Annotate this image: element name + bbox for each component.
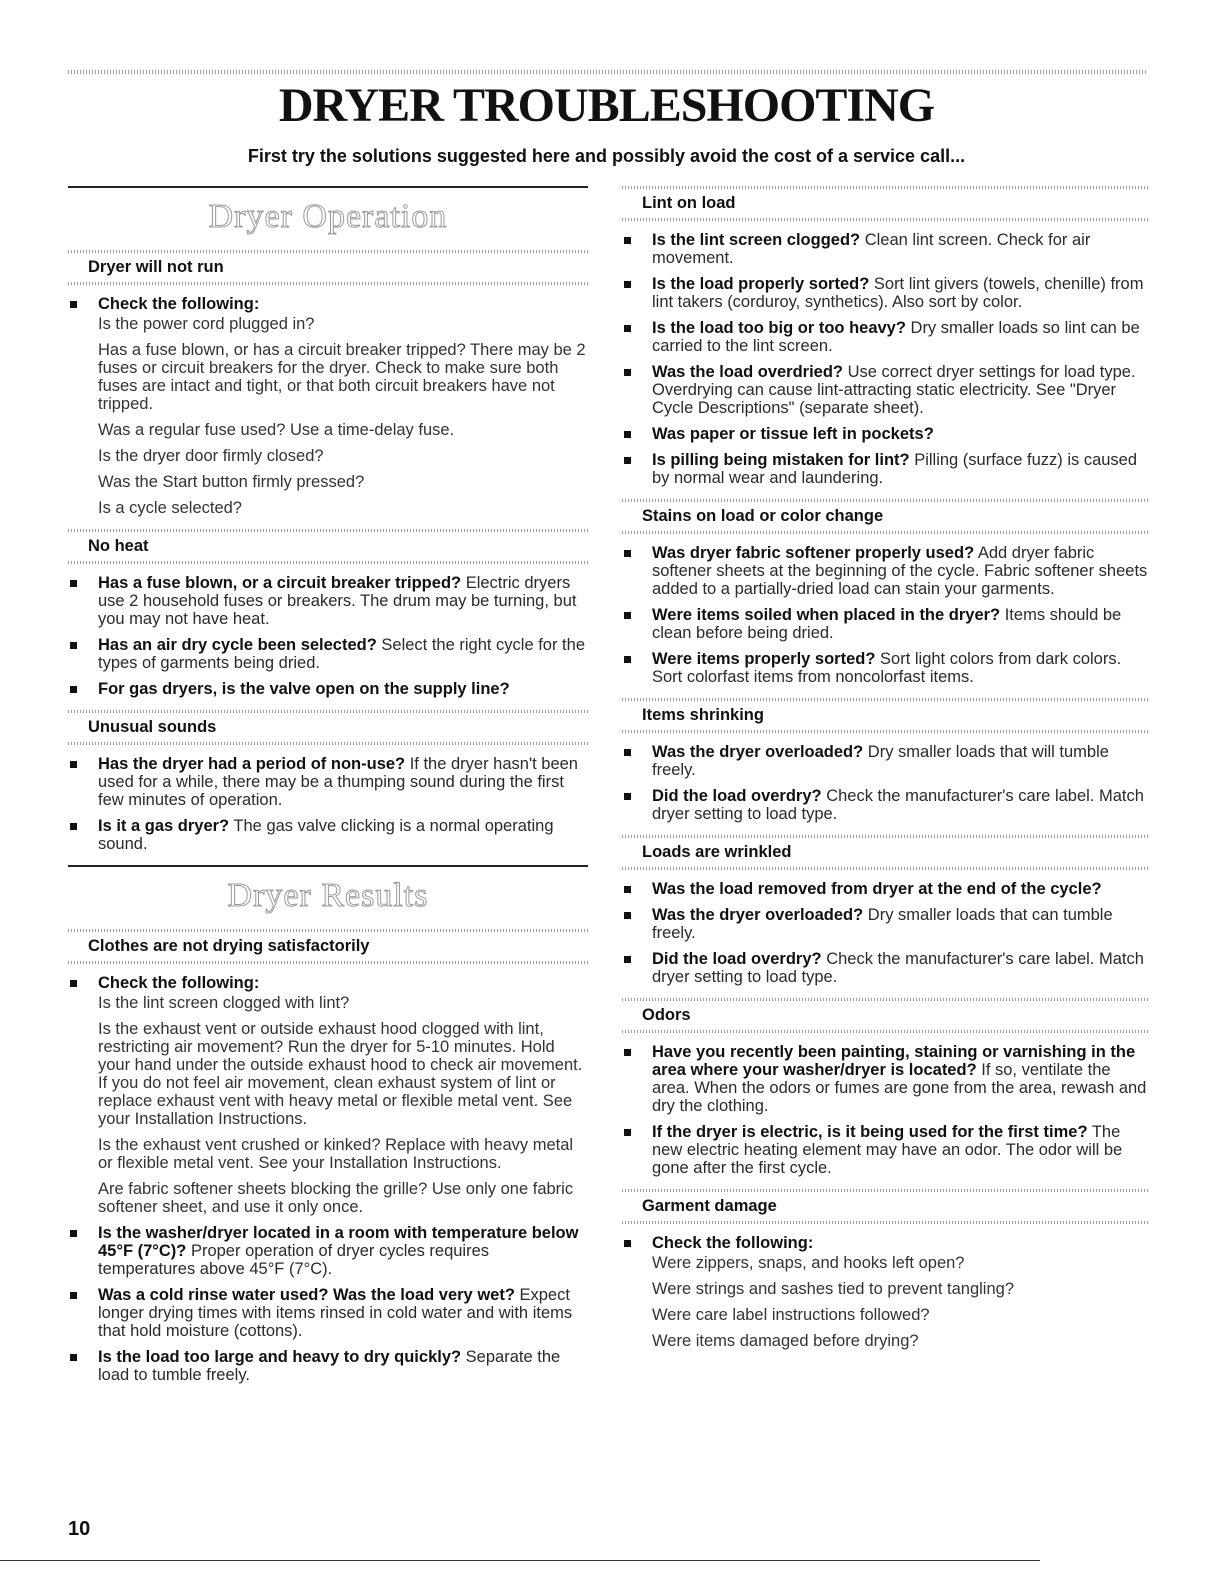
check-line: Is the lint screen clogged with lint?: [98, 994, 350, 1012]
bullet-lead: Was a cold rinse water used? Was the load very wet?: [98, 1286, 515, 1304]
page-title: DRYER TROUBLESHOOTING: [278, 79, 935, 132]
section-title-dryer-operation: Dryer Operation: [208, 198, 448, 235]
dotted-divider: [68, 742, 588, 745]
check-line: Were strings and sashes tied to prevent tangling?: [652, 1280, 1014, 1298]
dotted-divider: [68, 529, 588, 532]
bullet-item: [622, 1043, 1148, 1115]
problem-heading-dryer-will-not-run: Dryer will not run: [88, 258, 224, 276]
bullet-lead: Check the following:: [98, 974, 260, 992]
check-line: Were items damaged before drying?: [652, 1332, 919, 1350]
bullet-lead: If the dryer is electric, is it being used for the first time?: [652, 1123, 1088, 1141]
bullet-list: [622, 544, 1148, 686]
bullet-text: If the dryer hasn't been used for a while, there may be a thumping sound during the first few minutes of operation.: [98, 755, 578, 809]
bullet-item: [68, 636, 588, 672]
bullet-text: Proper operation of dryer cycles requires temperatures above 45°F (7°C).: [98, 1242, 490, 1278]
bullet-item: [68, 974, 588, 1216]
bullet-text: The gas valve clicking is a normal operating sound.: [98, 817, 554, 853]
bullet-text: Clean lint screen. Check for air movement.: [652, 231, 1091, 267]
bullet-text: Items should be clean before being dried.: [652, 606, 1122, 642]
bullet-item: [622, 425, 1148, 443]
bullet-text: Dry smaller loads so lint can be carried to the lint screen.: [652, 319, 1140, 355]
section-header-dryer-results: [68, 865, 588, 929]
bullet-lead: Was paper or tissue left in pockets?: [652, 425, 934, 443]
check-line: Has a fuse blown, or has a circuit breaker tripped? There may be 2 fuses or circuit breakers for the dryer. Check to make sure both fuses are intact and tight, or that both circuit breakers have not tripped.: [98, 341, 586, 413]
check-line: Is the power cord plugged in?: [98, 315, 315, 333]
problem-heading-unusual-sounds: Unusual sounds: [88, 718, 217, 736]
check-line: Were zippers, snaps, and hooks left open?: [652, 1254, 965, 1272]
bullet-item: [622, 275, 1148, 311]
bullet-list: [622, 1043, 1148, 1177]
bullet-item: [622, 231, 1148, 267]
bullet-lead: Were items properly sorted?: [652, 650, 876, 668]
dotted-divider: [68, 961, 588, 964]
bullet-lead: Did the load overdry?: [652, 787, 822, 805]
bullet-item: [68, 1224, 588, 1278]
problem-heading-no-heat: No heat: [88, 537, 149, 555]
left-column: [68, 186, 588, 1396]
bullet-text: Pilling (surface fuzz) is caused by normal wear and laundering.: [652, 451, 1138, 487]
bullet-text: Add dryer fabric softener sheets at the beginning of the cycle. Fabric softener sheets added to a partially-dried load can stain your garments.: [652, 544, 1148, 598]
dotted-divider: [68, 561, 588, 564]
bullet-lead: Is the load too big or too heavy?: [652, 319, 906, 337]
bullet-item: [68, 680, 588, 698]
bullet-item: [68, 295, 588, 517]
bullet-lead: Have you recently been painting, staining or varnishing in the area where your washer/dryer is located?: [652, 1043, 1136, 1079]
dotted-divider: [622, 1030, 1148, 1033]
check-line: Was a regular fuse used? Use a time-delay fuse.: [98, 421, 455, 439]
dotted-divider: [622, 998, 1148, 1001]
bullet-lead: Was the load overdried?: [652, 363, 844, 381]
bullet-lead: Was the dryer overloaded?: [652, 906, 864, 924]
bullet-lead: Check the following:: [98, 295, 260, 313]
bullet-list: [622, 1234, 1148, 1350]
bullet-lead: Is the washer/dryer located in a room with temperature below 45°F (7°C)?: [98, 1224, 579, 1260]
bullet-list: [68, 574, 588, 698]
problem-heading-loads-wrinkled: Loads are wrinkled: [642, 843, 792, 861]
check-line: Was the Start button firmly pressed?: [98, 473, 365, 491]
bullet-text: The new electric heating element may have an odor. The odor will be gone after the first cycle.: [652, 1123, 1123, 1177]
bullet-item: [622, 880, 1148, 898]
bullet-item: [622, 906, 1148, 942]
dotted-divider: [622, 867, 1148, 870]
bullet-text: Expect longer drying times with items rinsed in cold water and with items that hold moisture (cottons).: [98, 1286, 573, 1340]
check-line: Is the dryer door firmly closed?: [98, 447, 324, 465]
bullet-text: If so, ventilate the area. When the odors or fumes are gone from the area, rewash and dry the clothing.: [652, 1061, 1147, 1115]
dotted-divider: [68, 282, 588, 285]
bullet-item: [68, 1348, 588, 1384]
dotted-divider: [68, 929, 588, 932]
bullet-item: [622, 606, 1148, 642]
problem-heading-items-shrinking: Items shrinking: [642, 706, 764, 724]
bullet-lead: Has an air dry cycle been selected?: [98, 636, 377, 654]
bullet-lead: Is it a gas dryer?: [98, 817, 230, 835]
bullet-lead: Has a fuse blown, or a circuit breaker tripped?: [98, 574, 462, 592]
top-dotted-rule: [68, 70, 1148, 74]
bullet-text: Sort lint givers (towels, chenille) from lint takers (corduroy, synthetics). Also sort by color.: [652, 275, 1144, 311]
bullet-list: [68, 755, 588, 853]
bullet-text: Check the manufacturer's care label. Match dryer setting to load type.: [652, 950, 1144, 986]
bullet-item: [68, 1286, 588, 1340]
bullet-item: [622, 363, 1148, 417]
bullet-item: [68, 755, 588, 809]
bullet-lead: Is the load too large and heavy to dry quickly?: [98, 1348, 462, 1366]
bullet-item: [622, 451, 1148, 487]
bullet-text: Use correct dryer settings for load type. Overdrying can cause lint-attracting static electricity. See "Dryer Cycle Descriptions" (separate sheet).: [652, 363, 1136, 417]
bullet-text: Dry smaller loads that can tumble freely.: [652, 906, 1113, 942]
bullet-text: Select the right cycle for the types of garments being dried.: [98, 636, 585, 672]
bullet-list: [68, 295, 588, 517]
bullet-item: [622, 319, 1148, 355]
bullet-lead: Were items soiled when placed in the dryer?: [652, 606, 1001, 624]
section-title-dryer-results: Dryer Results: [227, 877, 429, 914]
dotted-divider: [622, 499, 1148, 502]
bullet-lead: Is pilling being mistaken for lint?: [652, 451, 910, 469]
dotted-divider: [622, 698, 1148, 701]
dotted-divider: [622, 1189, 1148, 1192]
bullet-list: [622, 880, 1148, 986]
bullet-item: [622, 950, 1148, 986]
bullet-text: Dry smaller loads that will tumble freely.: [652, 743, 1109, 779]
bullet-text: Separate the load to tumble freely.: [98, 1348, 561, 1384]
bullet-list: [622, 743, 1148, 823]
bullet-item: [622, 743, 1148, 779]
bullet-lead: Was the dryer overloaded?: [652, 743, 864, 761]
check-line: Is a cycle selected?: [98, 499, 242, 517]
bullet-lead: Did the load overdry?: [652, 950, 822, 968]
dotted-divider: [68, 710, 588, 713]
dotted-divider: [622, 1221, 1148, 1224]
bullet-lead: Has the dryer had a period of non-use?: [98, 755, 406, 773]
check-line: Is the exhaust vent or outside exhaust hood clogged with lint, restricting air movement? Run the dryer for 5-10 minutes. Hold your hand under the outside exhaust hood to check air movement. If you do not feel air movement, clean exhaust system of lint or replace exhaust vent with heavy metal or flexible metal vent. See your Installation Instructions.: [98, 1020, 583, 1128]
dotted-divider: [622, 186, 1148, 189]
bullet-list: [68, 974, 588, 1384]
bullet-lead: Was the load removed from dryer at the end of the cycle?: [652, 880, 1102, 898]
bullet-lead: Is the load properly sorted?: [652, 275, 870, 293]
bullet-item: [68, 817, 588, 853]
problem-heading-lint-on-load: Lint on load: [642, 194, 736, 212]
bullet-text: Check the manufacturer's care label. Match dryer setting to load type.: [652, 787, 1144, 823]
bullet-text: Electric dryers use 2 household fuses or breakers. The drum may be turning, but you may not have heat.: [98, 574, 577, 628]
bullet-item: [622, 1123, 1148, 1177]
right-column: [622, 186, 1148, 1362]
dotted-divider: [622, 218, 1148, 221]
problem-heading-garment-damage: Garment damage: [642, 1197, 777, 1215]
dotted-divider: [622, 835, 1148, 838]
bullet-text: Sort light colors from dark colors. Sort colorfast items from noncolorfast items.: [652, 650, 1122, 686]
page-number: 10: [68, 1518, 91, 1540]
check-line: Are fabric softener sheets blocking the grille? Use only one fabric softener sheet, and use it only once.: [98, 1180, 574, 1216]
problem-heading-stains: Stains on load or color change: [642, 507, 884, 525]
problem-heading-clothes-not-drying: Clothes are not drying satisfactorily: [88, 937, 370, 955]
check-line: Were care label instructions followed?: [652, 1306, 930, 1324]
bullet-item: [622, 1234, 1148, 1350]
dotted-divider: [68, 250, 588, 253]
dotted-divider: [622, 531, 1148, 534]
bullet-lead: Was dryer fabric softener properly used?: [652, 544, 975, 562]
problem-heading-odors: Odors: [642, 1006, 691, 1024]
dotted-divider: [622, 730, 1148, 733]
bullet-lead: For gas dryers, is the valve open on the supply line?: [98, 680, 510, 698]
bullet-item: [622, 544, 1148, 598]
bottom-rule: [0, 1560, 1040, 1561]
bullet-item: [68, 574, 588, 628]
check-line: Is the exhaust vent crushed or kinked? Replace with heavy metal or flexible metal vent. See your Installation Instructions.: [98, 1136, 574, 1172]
bullet-lead: Is the lint screen clogged?: [652, 231, 861, 249]
bullet-item: [622, 787, 1148, 823]
bullet-list: [622, 231, 1148, 487]
section-header-dryer-operation: [68, 186, 588, 250]
bullet-item: [622, 650, 1148, 686]
page-subtitle: First try the solutions suggested here and possibly avoid the cost of a service call...: [247, 146, 966, 166]
bullet-lead: Check the following:: [652, 1234, 814, 1252]
